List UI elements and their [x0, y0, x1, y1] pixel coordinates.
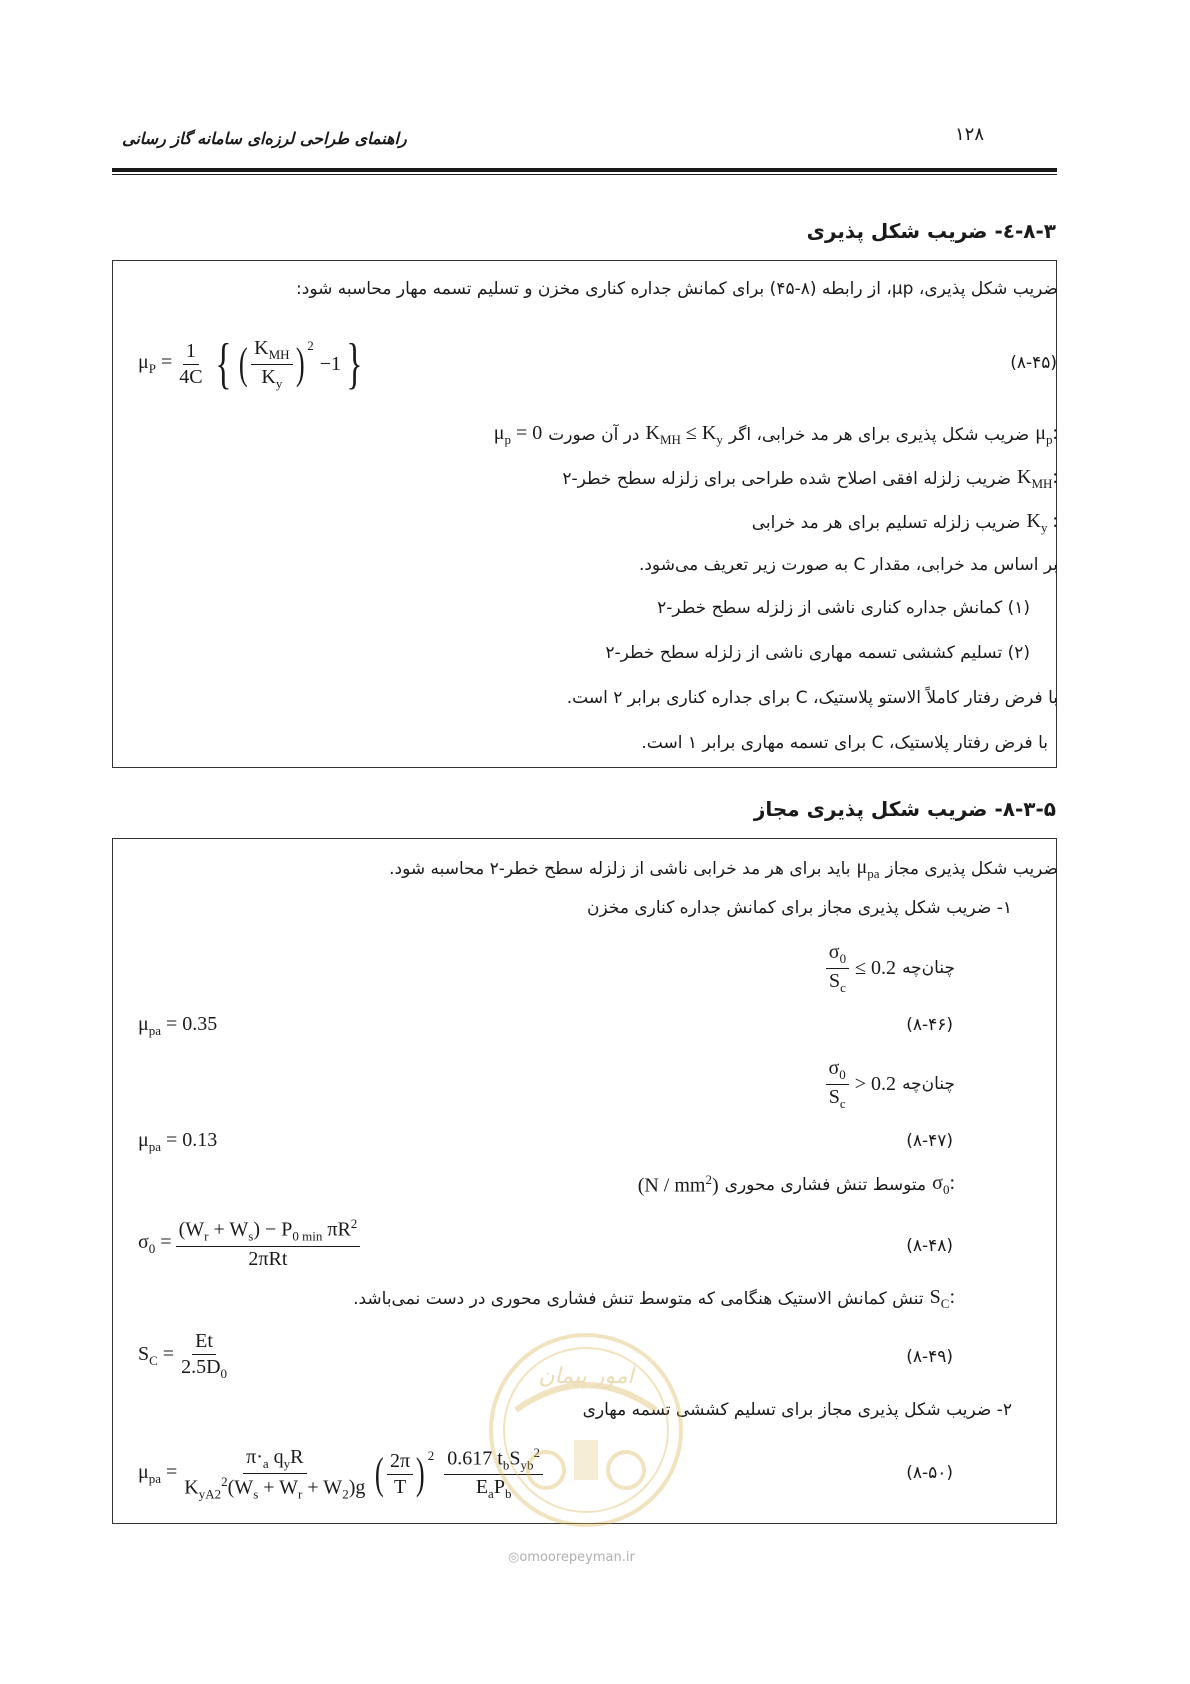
equation-8-49: $S_C$ = $\frac{Et}{2.5D_0}$: [138, 1330, 228, 1382]
section2-intro: ضریب شکل پذیری مجاز $\mu_{pa}$ باید برای هر مد خرابی ناشی از زلزله سطح خطر-۲ محاسبه شود.: [389, 856, 1058, 881]
equation-number-8-45: (۸-۴۵): [1010, 353, 1057, 373]
condition-1: چنان‌چه $\frac{\sigma_0}{S_c}$ ≤ 0.2: [826, 940, 955, 996]
item-1: ۱- ضریب شکل پذیری مجاز برای کمانش جداره کناری مخزن: [587, 898, 1012, 918]
watermark-logo: [486, 1330, 686, 1530]
page-number: ۱۲۸: [954, 124, 984, 145]
def-k-mh: $K_{MH}$: ضریب زلزله افقی اصلاح شده طراحی برای زلزله سطح خطر-۲: [562, 466, 1058, 491]
failure-mode-2: (۲) تسلیم کششی تسمه مهاری ناشی از زلزله سطح خطر-۲: [605, 643, 1030, 663]
header-rule-thick: [112, 168, 1057, 172]
section-heading: ۸-۳-٤- ضریب شکل پذیری: [806, 219, 1056, 243]
def-mu-p: $\mu_p$: ضریب شکل پذیری برای هر مد خرابی، اگر $K_{MH} \le K_y$ در آن صورت $\mu_p = 0$: [493, 422, 1058, 447]
def-sigma-0: $\sigma_0$: متوسط تنش فشاری محوری $(N / mm^2)$: [637, 1172, 955, 1197]
failure-mode-1: (۱) کمانش جداره کناری ناشی از زلزله سطح خطر-۲: [657, 598, 1030, 618]
watermark-url-icon: ◎: [508, 1550, 520, 1565]
equation-number-8-46: (۸-۴۶): [906, 1015, 953, 1035]
equation-8-48: $\sigma_0$ = $\frac{(W_r + W_s) - P_{0 min} \pi R^2}{\text{2πRt}}$: [138, 1214, 360, 1274]
c-elastoplastic: با فرض رفتار کاملاً الاستو پلاستیک، C برای جداره کناری برابر ۲ است.: [566, 688, 1058, 708]
c-intro: بر اساس مد خرابی، مقدار C به صورت زیر تعریف می‌شود.: [638, 555, 1058, 575]
section-heading-2: ۸-۳-۵- ضریب شکل پذیری مجاز: [753, 797, 1056, 821]
mu-pa-value-1: $\mu_{pa} = 0.35$: [138, 1013, 218, 1038]
watermark-logo-text: امور پیمان: [538, 1364, 634, 1389]
mu-pa-value-2: $\mu_{pa} = 0.13$: [138, 1129, 218, 1154]
watermark-url: ◎omoorepeyman.ir: [508, 1550, 635, 1565]
c-plastic: با فرض رفتار پلاستیک، C برای تسمه مهاری برابر ۱ است.: [641, 733, 1048, 753]
equation-8-50: $\mu_{pa}$ = $\frac{\pi\cdot_a q_yR}{K_{yA2}^2(W_s + W_r + W_2)g}$ ( $\frac{2\pi}{T}$ ) 2 $\frac{0.617 t_bS_{yb}^2}{E_aP_b}$: [138, 1442, 543, 1506]
equation-8-45: $\mu_P$ = $\frac{1}{4C}$ { ( $\frac{K_{MH}}{K_y}$ ) 2 −1 }: [138, 333, 363, 395]
equation-number-8-47: (۸-۴۷): [906, 1131, 953, 1151]
header-rule-thin: [112, 174, 1057, 175]
def-s-c: $S_C$: تنش کمانش الاستیک هنگامی که متوسط تنش فشاری محوری در دست نمی‌باشد.: [353, 1286, 955, 1311]
item-2: ۲- ضریب شکل پذیری مجاز برای تسلیم کششی تسمه مهاری: [582, 1400, 1012, 1420]
running-title: راهنمای طراحی لرزه‌ای سامانه گاز رسانی: [122, 129, 407, 148]
def-k-y: $K_y$ : ضریب زلزله تسلیم برای هر مد خرابی: [751, 510, 1058, 535]
equation-number-8-50: (۸-۵۰): [906, 1463, 953, 1483]
equation-number-8-49: (۸-۴۹): [906, 1347, 953, 1367]
condition-2: چنان‌چه $\frac{\sigma_0}{S_c}$ > 0.2: [826, 1056, 956, 1112]
equation-number-8-48: (۸-۴۸): [906, 1236, 953, 1256]
watermark-seal-icon: [486, 1330, 686, 1530]
section1-intro: ضریب شکل پذیری، μp، از رابطه (۸-۴۵) برای کمانش جداره کناری مخزن و تسلیم تسمه مهار محاسبه شود:: [296, 279, 1058, 299]
